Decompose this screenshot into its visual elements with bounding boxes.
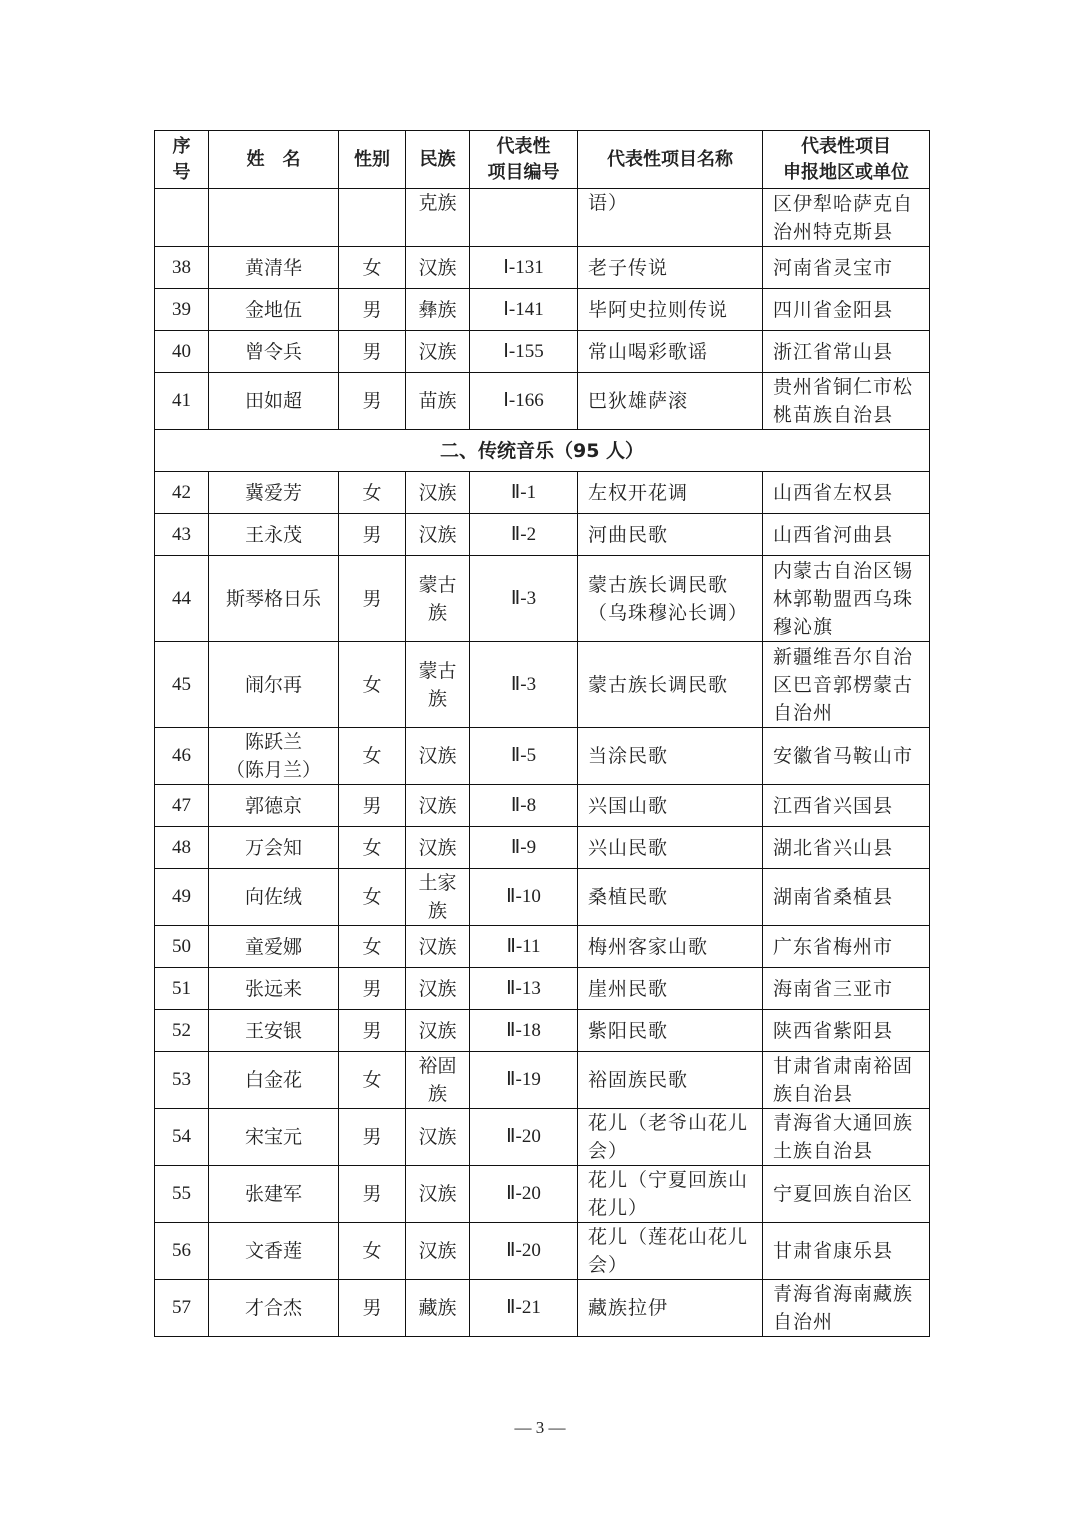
cell-region: 甘肃省肃南裕固 族自治县 <box>763 1052 930 1109</box>
cell-region: 新疆维吾尔自治 区巴音郭楞蒙古 自治州 <box>763 642 930 728</box>
table-row <box>155 373 930 430</box>
cell-region: 河南省灵宝市 <box>763 247 930 289</box>
cell-project: 当涂民歌 <box>578 728 763 785</box>
section-title: 二、传统音乐（95 人） <box>155 430 930 472</box>
cell-ethnicity: 汉族 <box>406 472 470 514</box>
cell-gender: 男 <box>339 289 406 331</box>
cell-project: 花儿（老爷山花儿 会） <box>578 1109 763 1166</box>
cell-code: Ⅱ-2 <box>470 514 578 556</box>
cell-ethnicity: 汉族 <box>406 1166 470 1223</box>
cell-region: 广东省梅州市 <box>763 926 930 968</box>
cell-name <box>209 189 339 247</box>
cell-seq: 46 <box>155 728 209 785</box>
cell-code: Ⅱ-5 <box>470 728 578 785</box>
cell-project: 毕阿史拉则传说 <box>578 289 763 331</box>
cell-name: 万会知 <box>209 827 339 869</box>
table-row <box>155 1052 930 1109</box>
cell-project: 巴狄雄萨滚 <box>578 373 763 430</box>
cell-seq <box>155 189 209 247</box>
cell-ethnicity: 裕固 族 <box>406 1052 470 1109</box>
table-row <box>155 331 930 373</box>
cell-project: 裕固族民歌 <box>578 1052 763 1109</box>
cell-ethnicity: 土家 族 <box>406 869 470 926</box>
cell-region: 海南省三亚市 <box>763 968 930 1010</box>
cell-name: 王永茂 <box>209 514 339 556</box>
cell-region: 江西省兴国县 <box>763 785 930 827</box>
cell-seq: 42 <box>155 472 209 514</box>
cell-ethnicity: 彝族 <box>406 289 470 331</box>
table-row <box>155 1166 930 1223</box>
cell-project: 桑植民歌 <box>578 869 763 926</box>
table-header-row <box>155 131 930 189</box>
cell-seq: 54 <box>155 1109 209 1166</box>
cell-gender: 女 <box>339 247 406 289</box>
cell-gender: 女 <box>339 1052 406 1109</box>
table-row <box>155 869 930 926</box>
cell-code: Ⅱ-3 <box>470 642 578 728</box>
cell-region: 四川省金阳县 <box>763 289 930 331</box>
table-row <box>155 785 930 827</box>
cell-code: Ⅱ-13 <box>470 968 578 1010</box>
header-seq: 序 号 <box>155 131 209 189</box>
cell-seq: 51 <box>155 968 209 1010</box>
cell-gender: 男 <box>339 331 406 373</box>
cell-code: Ⅱ-20 <box>470 1166 578 1223</box>
cell-seq: 45 <box>155 642 209 728</box>
cell-seq: 52 <box>155 1010 209 1052</box>
table-row <box>155 289 930 331</box>
table-row <box>155 1109 930 1166</box>
cell-ethnicity: 汉族 <box>406 1010 470 1052</box>
cell-gender: 男 <box>339 1109 406 1166</box>
cell-ethnicity: 汉族 <box>406 968 470 1010</box>
cell-gender: 女 <box>339 827 406 869</box>
cell-project: 兴国山歌 <box>578 785 763 827</box>
cell-ethnicity: 克族 <box>406 189 470 247</box>
cell-project: 蒙古族长调民歌 <box>578 642 763 728</box>
cell-name: 陈跃兰 （陈月兰） <box>209 728 339 785</box>
cell-gender: 男 <box>339 514 406 556</box>
cell-project: 花儿（宁夏回族山 花儿） <box>578 1166 763 1223</box>
cell-gender: 男 <box>339 1280 406 1337</box>
cell-code: Ⅱ-20 <box>470 1223 578 1280</box>
cell-code: Ⅰ-155 <box>470 331 578 373</box>
cell-code: Ⅱ-20 <box>470 1109 578 1166</box>
header-name: 姓 名 <box>209 131 339 189</box>
cell-gender: 女 <box>339 472 406 514</box>
cell-ethnicity: 汉族 <box>406 827 470 869</box>
cell-seq: 39 <box>155 289 209 331</box>
cell-region: 贵州省铜仁市松 桃苗族自治县 <box>763 373 930 430</box>
cell-code: Ⅱ-8 <box>470 785 578 827</box>
cell-name: 宋宝元 <box>209 1109 339 1166</box>
cell-seq: 38 <box>155 247 209 289</box>
cell-gender: 男 <box>339 1010 406 1052</box>
cell-region: 内蒙古自治区锡 林郭勒盟西乌珠 穆沁旗 <box>763 556 930 642</box>
table-row <box>155 1010 930 1052</box>
cell-name: 张远来 <box>209 968 339 1010</box>
cell-ethnicity: 汉族 <box>406 926 470 968</box>
table-row <box>155 247 930 289</box>
cell-name: 向佐绒 <box>209 869 339 926</box>
cell-seq: 50 <box>155 926 209 968</box>
cell-region: 湖南省桑植县 <box>763 869 930 926</box>
cell-seq: 49 <box>155 869 209 926</box>
cell-gender: 男 <box>339 785 406 827</box>
header-region: 代表性项目 申报地区或单位 <box>763 131 930 189</box>
cell-seq: 43 <box>155 514 209 556</box>
cell-seq: 55 <box>155 1166 209 1223</box>
header-gender: 性别 <box>339 131 406 189</box>
cell-ethnicity: 藏族 <box>406 1280 470 1337</box>
cell-region: 青海省海南藏族 自治州 <box>763 1280 930 1337</box>
table-row <box>155 926 930 968</box>
page-number: — 3 — <box>514 1418 566 1437</box>
cell-code: Ⅰ-131 <box>470 247 578 289</box>
cell-ethnicity: 汉族 <box>406 785 470 827</box>
cell-seq: 40 <box>155 331 209 373</box>
cell-gender: 女 <box>339 1223 406 1280</box>
cell-seq: 53 <box>155 1052 209 1109</box>
cell-name: 张建军 <box>209 1166 339 1223</box>
cell-name: 才合杰 <box>209 1280 339 1337</box>
cell-seq: 57 <box>155 1280 209 1337</box>
cell-region: 安徽省马鞍山市 <box>763 728 930 785</box>
table-row <box>155 827 930 869</box>
table-row <box>155 728 930 785</box>
cell-code: Ⅱ-1 <box>470 472 578 514</box>
cell-code: Ⅱ-9 <box>470 827 578 869</box>
cell-project: 左权开花调 <box>578 472 763 514</box>
cell-region: 陕西省紫阳县 <box>763 1010 930 1052</box>
cell-name: 郭德京 <box>209 785 339 827</box>
header-project: 代表性项目名称 <box>578 131 763 189</box>
cell-code: Ⅱ-21 <box>470 1280 578 1337</box>
cell-name: 白金花 <box>209 1052 339 1109</box>
table-row <box>155 514 930 556</box>
cell-code: Ⅱ-10 <box>470 869 578 926</box>
header-ethnicity: 民族 <box>406 131 470 189</box>
cell-name: 闹尔再 <box>209 642 339 728</box>
table-row <box>155 642 930 728</box>
cell-seq: 56 <box>155 1223 209 1280</box>
cell-ethnicity: 汉族 <box>406 728 470 785</box>
cell-code: Ⅰ-166 <box>470 373 578 430</box>
cell-gender: 女 <box>339 642 406 728</box>
table-row <box>155 1280 930 1337</box>
cell-ethnicity: 苗族 <box>406 373 470 430</box>
cell-region: 山西省河曲县 <box>763 514 930 556</box>
cell-project: 蒙古族长调民歌 （乌珠穆沁长调） <box>578 556 763 642</box>
cell-project: 梅州客家山歌 <box>578 926 763 968</box>
section-row <box>155 430 930 472</box>
cell-gender <box>339 189 406 247</box>
cell-gender: 女 <box>339 926 406 968</box>
cell-code: Ⅱ-18 <box>470 1010 578 1052</box>
cell-name: 金地伍 <box>209 289 339 331</box>
cell-region: 山西省左权县 <box>763 472 930 514</box>
table-row <box>155 1223 930 1280</box>
cell-name: 黄清华 <box>209 247 339 289</box>
table-row-continuation <box>155 189 930 247</box>
cell-region: 湖北省兴山县 <box>763 827 930 869</box>
cell-region: 甘肃省康乐县 <box>763 1223 930 1280</box>
cell-code: Ⅰ-141 <box>470 289 578 331</box>
cell-name: 王安银 <box>209 1010 339 1052</box>
cell-code: Ⅱ-19 <box>470 1052 578 1109</box>
cell-region: 青海省大通回族 土族自治县 <box>763 1109 930 1166</box>
cell-project: 花儿（莲花山花儿 会） <box>578 1223 763 1280</box>
cell-ethnicity: 汉族 <box>406 247 470 289</box>
table-row <box>155 556 930 642</box>
cell-name: 冀爱芳 <box>209 472 339 514</box>
cell-gender: 女 <box>339 728 406 785</box>
header-code: 代表性 项目编号 <box>470 131 578 189</box>
cell-seq: 48 <box>155 827 209 869</box>
cell-gender: 男 <box>339 556 406 642</box>
cell-region: 浙江省常山县 <box>763 331 930 373</box>
cell-ethnicity: 蒙古 族 <box>406 556 470 642</box>
table-row <box>155 968 930 1010</box>
cell-project: 紫阳民歌 <box>578 1010 763 1052</box>
cell-region: 区伊犁哈萨克自 治州特克斯县 <box>763 189 930 247</box>
cell-project: 老子传说 <box>578 247 763 289</box>
cell-ethnicity: 蒙古 族 <box>406 642 470 728</box>
cell-gender: 男 <box>339 1166 406 1223</box>
cell-project: 河曲民歌 <box>578 514 763 556</box>
cell-project: 常山喝彩歌谣 <box>578 331 763 373</box>
cell-ethnicity: 汉族 <box>406 1223 470 1280</box>
cell-name: 童爱娜 <box>209 926 339 968</box>
heritage-inheritors-table <box>154 130 930 1337</box>
cell-code: Ⅱ-11 <box>470 926 578 968</box>
cell-gender: 女 <box>339 869 406 926</box>
cell-code: Ⅱ-3 <box>470 556 578 642</box>
cell-ethnicity: 汉族 <box>406 331 470 373</box>
cell-seq: 44 <box>155 556 209 642</box>
cell-project: 崖州民歌 <box>578 968 763 1010</box>
cell-ethnicity: 汉族 <box>406 1109 470 1166</box>
table-row <box>155 472 930 514</box>
cell-seq: 47 <box>155 785 209 827</box>
cell-name: 斯琴格日乐 <box>209 556 339 642</box>
cell-name: 文香莲 <box>209 1223 339 1280</box>
cell-name: 曾令兵 <box>209 331 339 373</box>
cell-code <box>470 189 578 247</box>
cell-ethnicity: 汉族 <box>406 514 470 556</box>
cell-seq: 41 <box>155 373 209 430</box>
cell-project: 藏族拉伊 <box>578 1280 763 1337</box>
cell-gender: 男 <box>339 373 406 430</box>
cell-project: 语） <box>578 189 763 247</box>
cell-region: 宁夏回族自治区 <box>763 1166 930 1223</box>
cell-gender: 男 <box>339 968 406 1010</box>
cell-project: 兴山民歌 <box>578 827 763 869</box>
cell-name: 田如超 <box>209 373 339 430</box>
